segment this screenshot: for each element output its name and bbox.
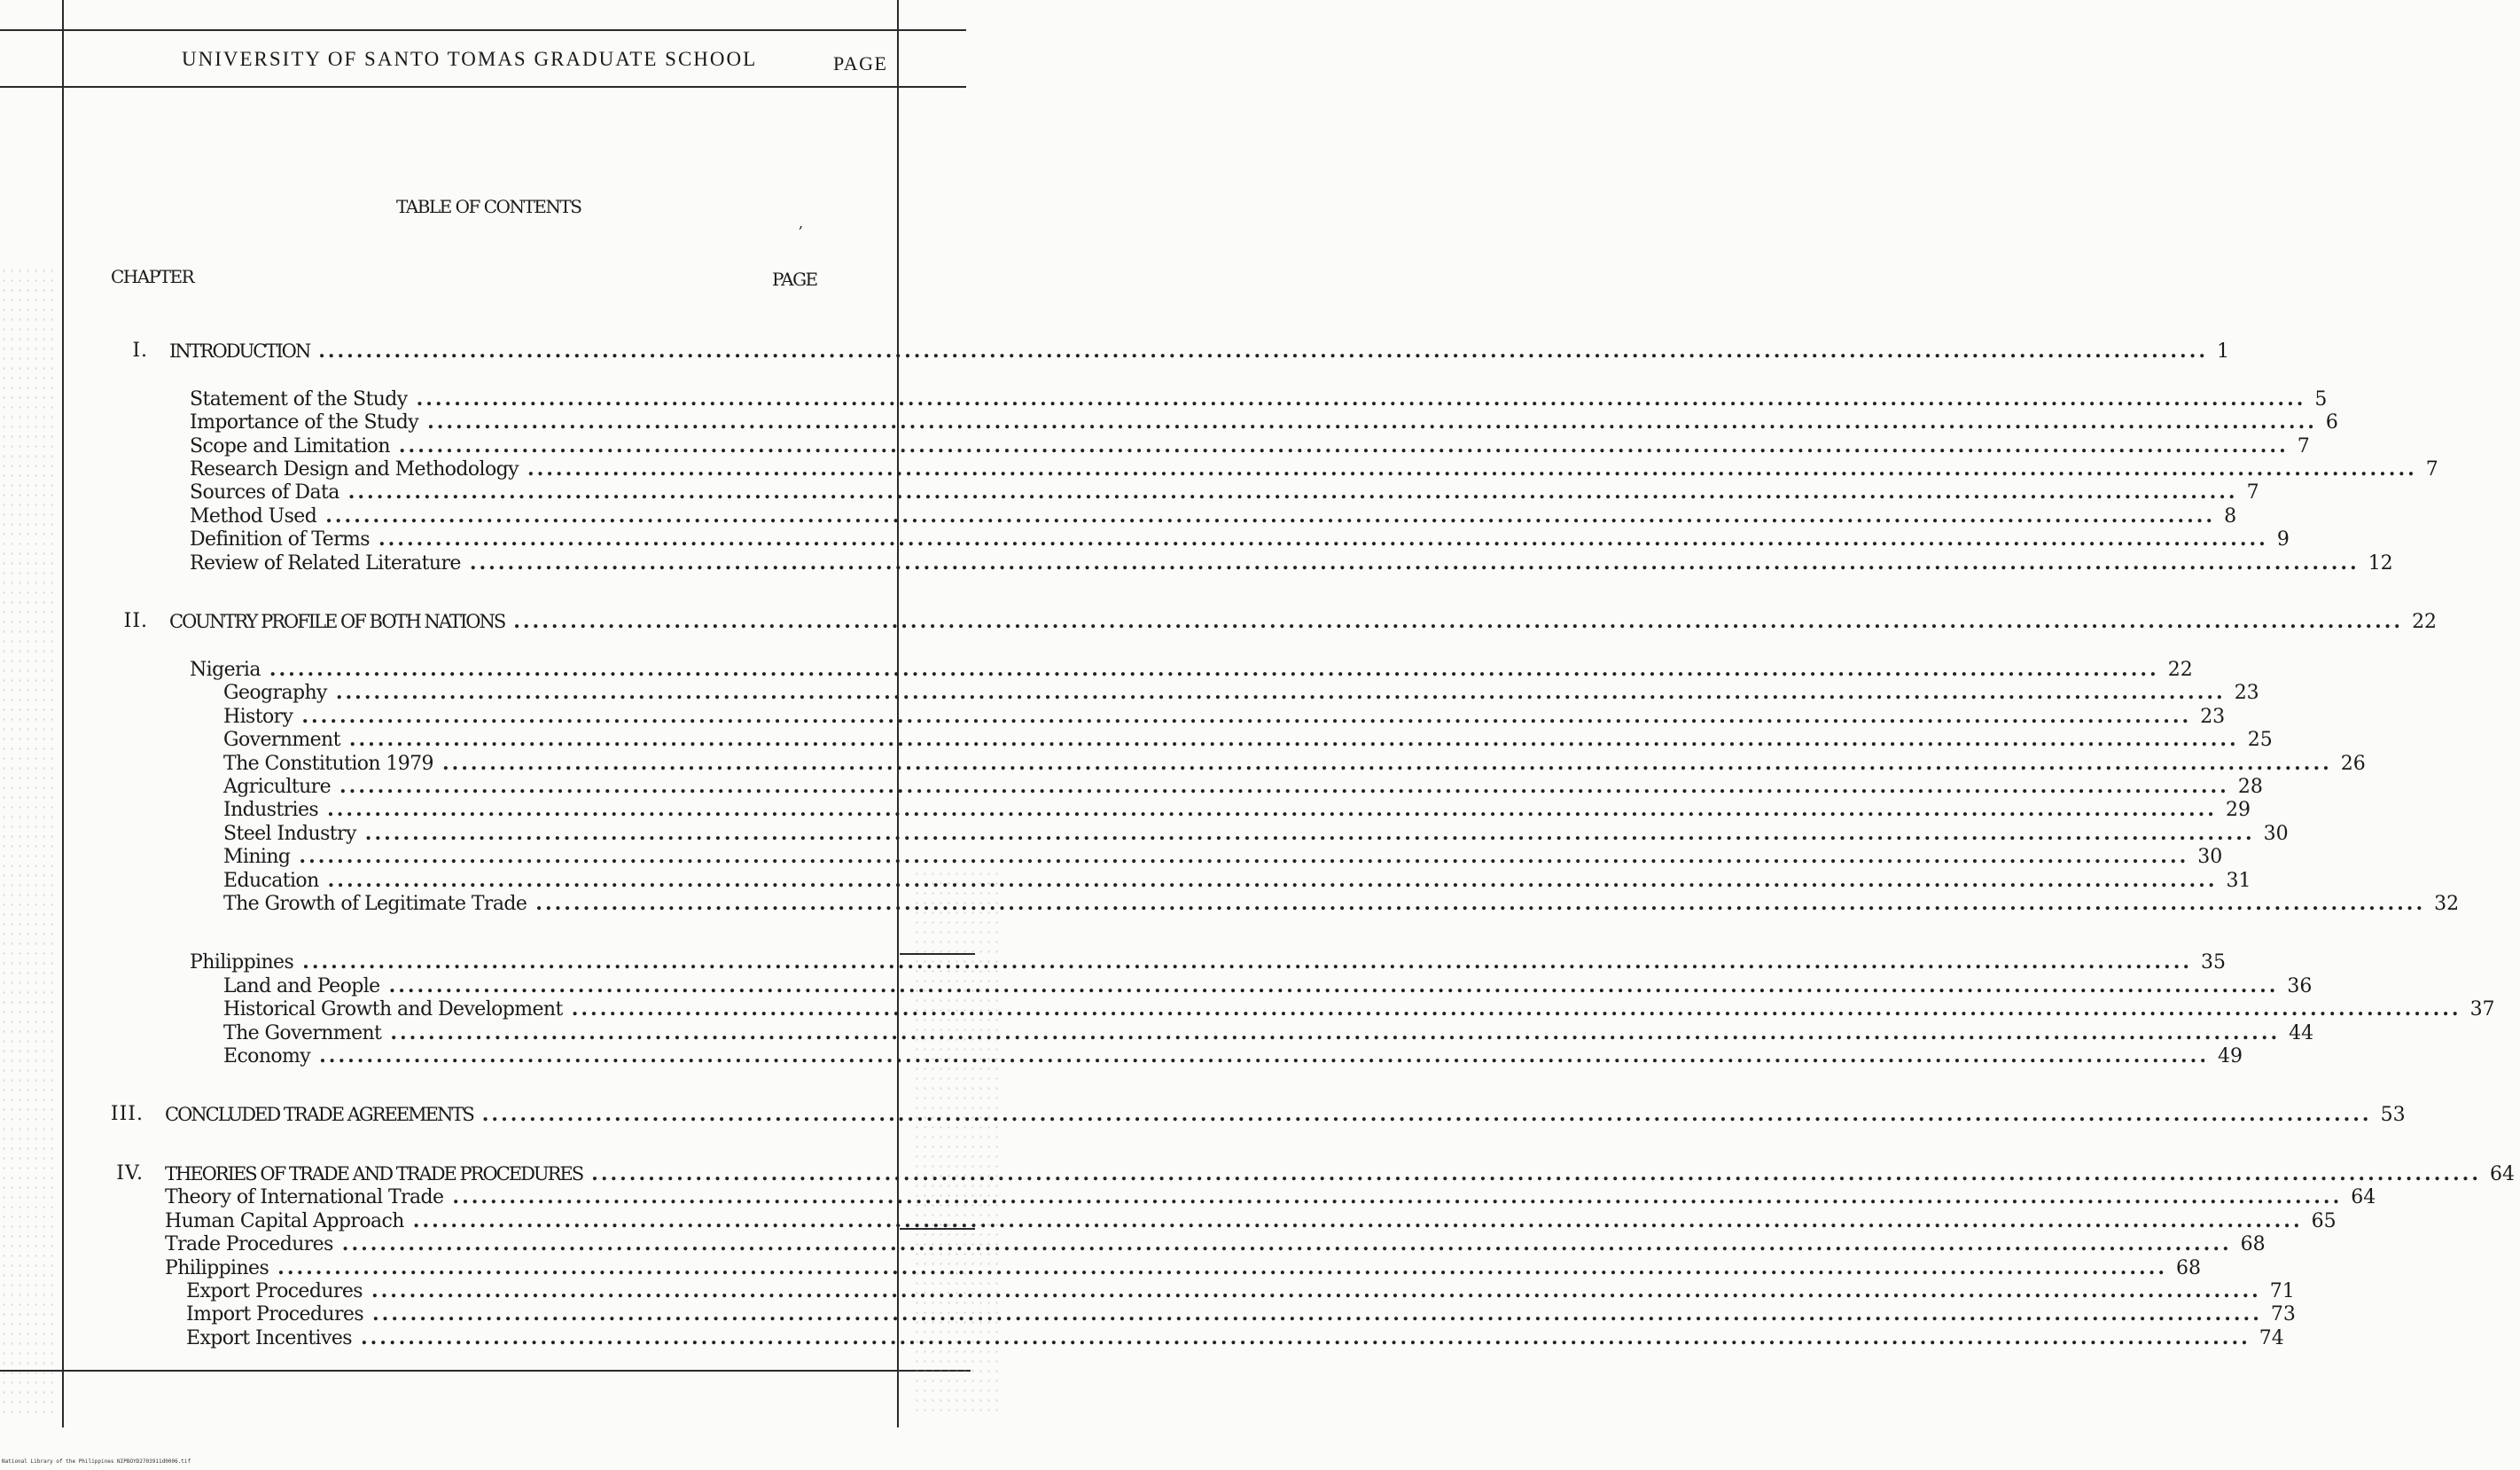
- entry-title: Historical Growth and Development: [223, 998, 563, 1020]
- entry-page: 25: [2247, 729, 2273, 751]
- entry-title: History: [223, 706, 293, 728]
- entry-page: 7: [2425, 458, 2438, 481]
- toc-entry: [223, 1044, 2243, 1068]
- entry-page: 30: [2197, 846, 2223, 868]
- entry-page: 7: [2246, 481, 2259, 504]
- chapter-number: IV.: [116, 1162, 144, 1185]
- toc-entry: [223, 997, 2495, 1021]
- entry-title: Human Capital Approach: [165, 1210, 404, 1232]
- chapter-number: III.: [110, 1103, 144, 1125]
- toc-entry: [190, 504, 2237, 528]
- entry-title: Mining: [223, 846, 291, 868]
- entry-page: 22: [2412, 611, 2438, 633]
- entry-title: Method Used: [190, 505, 317, 528]
- entry-page: 44: [2289, 1022, 2314, 1044]
- entry-title: Trade Procedures: [165, 1233, 333, 1255]
- entry-title: Education: [223, 870, 319, 892]
- entry-page: 9: [2276, 528, 2290, 551]
- toc-entry: [190, 950, 2227, 974]
- entry-page: 53: [2380, 1104, 2406, 1126]
- dot-leader: ........................................................................................................................................................................................................: [347, 481, 2238, 504]
- dot-leader: ........................................................................................................................................................................................................: [339, 775, 2229, 798]
- entry-title: Philippines: [165, 1257, 269, 1279]
- dot-leader: ........................................................................................................................................................................................................: [441, 752, 2332, 775]
- toc-entry: [186, 1279, 2295, 1303]
- dot-leader: ........................................................................................................................................................................................................: [327, 869, 2218, 892]
- entry-title: Scope and Limitation: [190, 435, 390, 457]
- entry-page: 26: [2340, 753, 2366, 775]
- toc-entry: [223, 869, 2251, 893]
- header-page-label: PAGE: [833, 52, 888, 74]
- toc-entry: [223, 752, 2366, 776]
- toc-entry: [223, 822, 2289, 846]
- toc-entry: [223, 845, 2223, 869]
- entry-page: 5: [2314, 388, 2328, 411]
- chapter-number: I.: [132, 340, 148, 362]
- dot-leader: ........................................................................................................................................................................................................: [301, 705, 2192, 728]
- entry-page: 7: [2297, 435, 2310, 457]
- entry-page: 71: [2269, 1280, 2295, 1302]
- entry-title: Importance of the Study: [190, 411, 419, 434]
- dot-leader: ........................................................................................................................................................................................................: [452, 1185, 2343, 1208]
- dot-leader: ........................................................................................................................................................................................................: [469, 551, 2360, 575]
- dot-leader: ........................................................................................................................................................................................................: [325, 504, 2216, 528]
- dot-leader: ........................................................................................................................................................................................................: [390, 1021, 2281, 1044]
- dot-leader: ........................................................................................................................................................................................................: [348, 728, 2239, 751]
- entry-page: 32: [2434, 893, 2460, 915]
- toc-entry: [116, 1162, 2515, 1186]
- entry-title: Economy: [223, 1045, 311, 1067]
- toc-entry: [190, 457, 2438, 481]
- left-margin-rule: [62, 0, 64, 1427]
- header-rule: [0, 86, 966, 88]
- entry-title: Import Procedures: [186, 1303, 364, 1325]
- toc-entry: [190, 387, 2328, 411]
- toc-entry: [190, 411, 2338, 434]
- entry-page: 37: [2469, 998, 2495, 1020]
- entry-page: 36: [2287, 975, 2313, 997]
- dot-leader: ........................................................................................................................................................................................................: [277, 1256, 2168, 1279]
- dot-leader: ........................................................................................................................................................................................................: [341, 1232, 2232, 1255]
- bottom-rule: [0, 1370, 971, 1372]
- entry-title: Definition of Terms: [190, 528, 370, 551]
- dot-leader: ........................................................................................................................................................................................................: [416, 387, 2306, 411]
- dot-leader: ........................................................................................................................................................................................................: [364, 822, 2255, 845]
- toc-entry: [123, 610, 2438, 634]
- dot-leader: ........................................................................................................................................................................................................: [591, 1162, 2481, 1185]
- entry-title: Sources of Data: [190, 481, 339, 504]
- dot-leader: ........................................................................................................................................................................................................: [388, 974, 2279, 997]
- dot-leader: ........................................................................................................................................................................................................: [335, 681, 2226, 704]
- toc-entry: [165, 1209, 2337, 1233]
- entry-page: 64: [2351, 1186, 2376, 1208]
- dot-leader: ........................................................................................................................................................................................................: [527, 457, 2417, 481]
- entry-title: Export Procedures: [186, 1280, 363, 1302]
- entry-title: Statement of the Study: [190, 388, 408, 411]
- dot-leader: ........................................................................................................................................................................................................: [302, 950, 2193, 973]
- entry-page: 74: [2259, 1327, 2284, 1349]
- toc-entry: [190, 551, 2393, 575]
- entry-title: The Government: [223, 1022, 382, 1044]
- toc-entry: [223, 974, 2313, 998]
- dot-leader: ........................................................................................................................................................................................................: [427, 411, 2317, 434]
- entry-title: Philippines: [190, 951, 294, 973]
- entry-page: 23: [2234, 682, 2259, 704]
- toc-entry: [223, 1021, 2314, 1045]
- toc-entry: [223, 798, 2251, 822]
- dot-leader: ........................................................................................................................................................................................................: [371, 1279, 2261, 1302]
- entry-page: 68: [2240, 1233, 2266, 1255]
- entry-page: 28: [2237, 776, 2263, 798]
- entry-title: Theory of International Trade: [165, 1186, 444, 1208]
- entry-page: 12: [2368, 552, 2393, 575]
- entry-page: 68: [2176, 1257, 2202, 1279]
- entry-title: Land and People: [223, 975, 380, 997]
- toc-entry: [223, 892, 2460, 916]
- entry-page: 23: [2200, 706, 2226, 728]
- dot-leader: ........................................................................................................................................................................................................: [318, 340, 2209, 363]
- dot-leader: ........................................................................................................................................................................................................: [513, 610, 2404, 633]
- school-header: UNIVERSITY OF SANTO TOMAS GRADUATE SCHOOL: [182, 48, 758, 70]
- entry-page: 65: [2311, 1210, 2337, 1232]
- dot-leader: ........................................................................................................................................................................................................: [372, 1302, 2262, 1325]
- toc-entry: [223, 728, 2273, 752]
- entry-page: 73: [2270, 1303, 2296, 1325]
- toc-entry: [190, 658, 2193, 682]
- chapter-number: II.: [123, 610, 148, 632]
- page-title: TABLE OF CONTENTS: [396, 196, 581, 217]
- chapter-column-header: CHAPTER: [111, 266, 194, 287]
- entry-page: 49: [2217, 1045, 2243, 1067]
- entry-title: Steel Industry: [223, 823, 356, 845]
- entry-title: THEORIES OF TRADE AND TRADE PROCEDURES: [165, 1163, 583, 1185]
- entry-title: Industries: [223, 799, 319, 821]
- entry-page: 1: [2217, 340, 2230, 363]
- toc-entry: [223, 775, 2263, 799]
- toc-entry: [223, 705, 2226, 729]
- entry-page: 6: [2325, 411, 2338, 434]
- entry-title: Review of Related Literature: [190, 552, 461, 575]
- entry-title: The Constitution 1979: [223, 753, 433, 775]
- entry-title: Government: [223, 729, 340, 751]
- dot-leader: ........................................................................................................................................................................................................: [412, 1209, 2303, 1232]
- top-rule: [0, 29, 966, 31]
- dot-leader: ........................................................................................................................................................................................................: [269, 658, 2159, 681]
- dot-leader: ........................................................................................................................................................................................................: [327, 798, 2217, 821]
- stray-mark: ,: [799, 215, 804, 231]
- entry-title: Export Incentives: [186, 1327, 352, 1349]
- entry-title: CONCLUDED TRADE AGREEMENTS: [165, 1104, 473, 1125]
- scan-noise: [0, 266, 53, 1419]
- dot-leader: ........................................................................................................................................................................................................: [535, 892, 2426, 915]
- entry-title: Research Design and Methodology: [190, 458, 519, 481]
- entry-title: INTRODUCTION: [169, 340, 310, 362]
- toc-entry: [186, 1302, 2296, 1326]
- dot-leader: ........................................................................................................................................................................................................: [319, 1044, 2209, 1067]
- toc-entry: [132, 340, 2230, 364]
- entry-page: 8: [2224, 505, 2237, 528]
- toc-entry: [190, 481, 2259, 504]
- entry-title: Nigeria: [190, 659, 261, 681]
- toc-entry: [190, 434, 2310, 458]
- toc-entry: [165, 1256, 2202, 1280]
- toc-entry: [186, 1326, 2284, 1350]
- toc-entry: [165, 1185, 2376, 1209]
- entry-page: 29: [2225, 799, 2251, 821]
- entry-page: 30: [2263, 823, 2289, 845]
- entry-page: 22: [2167, 659, 2193, 681]
- dot-leader: ........................................................................................................................................................................................................: [398, 434, 2289, 457]
- dot-leader: ........................................................................................................................................................................................................: [481, 1103, 2372, 1126]
- toc-entry: [110, 1103, 2406, 1127]
- entry-title: The Growth of Legitimate Trade: [223, 893, 527, 915]
- toc-entry: [190, 528, 2290, 551]
- entry-page: 35: [2201, 951, 2227, 973]
- dot-leader: ........................................................................................................................................................................................................: [571, 997, 2461, 1020]
- toc-entry: [223, 681, 2259, 705]
- page-column-header: PAGE: [772, 269, 817, 290]
- dot-leader: ........................................................................................................................................................................................................: [378, 528, 2268, 551]
- entry-title: Agriculture: [223, 776, 331, 798]
- entry-title: COUNTRY PROFILE OF BOTH NATIONS: [169, 611, 505, 632]
- scan-footer-note: National Library of the Philippines NIPBOYD2703911d0006.tif: [2, 1458, 191, 1465]
- dot-leader: ........................................................................................................................................................................................................: [360, 1326, 2251, 1349]
- toc-entry: [165, 1232, 2266, 1256]
- entry-page: 64: [2490, 1163, 2515, 1185]
- dot-leader: ........................................................................................................................................................................................................: [299, 845, 2189, 868]
- entry-title: Geography: [223, 682, 327, 704]
- entry-page: 31: [2226, 870, 2251, 892]
